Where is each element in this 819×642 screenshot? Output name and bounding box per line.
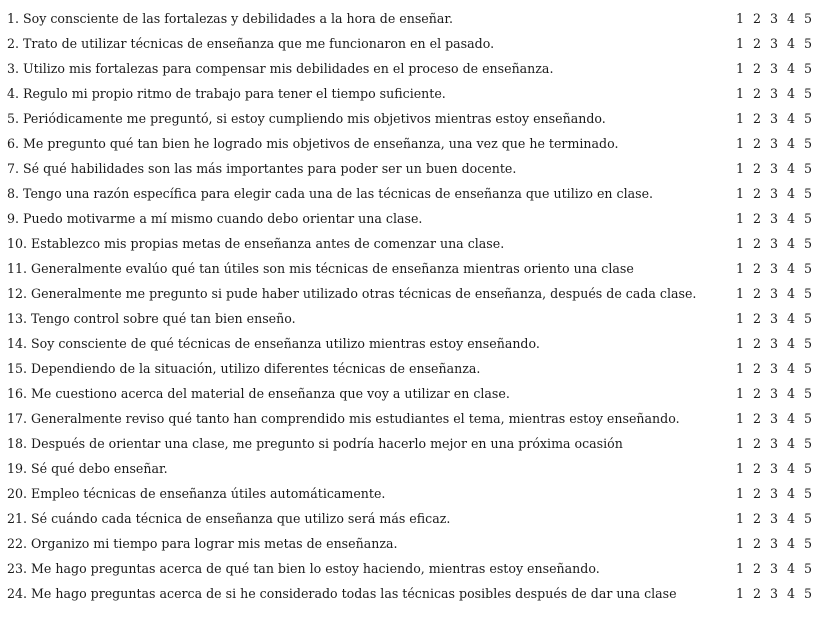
rating-scale: [734, 286, 814, 301]
questionnaire-item-row: [7, 56, 815, 81]
rating-option-2[interactable]: 2: [752, 211, 761, 226]
questionnaire-item-row: [7, 381, 815, 406]
rating-option-3[interactable]: 3: [769, 386, 778, 401]
item-statement: 3. Utilizo mis fortalezas para compensar mis debilidades en el proceso de enseñanza.: [7, 61, 554, 76]
rating-option-2[interactable]: 2: [752, 61, 761, 76]
rating-option-2[interactable]: 2: [752, 186, 761, 201]
rating-option-1[interactable]: 1: [735, 436, 744, 451]
rating-scale: [734, 36, 814, 51]
rating-scale: [734, 411, 814, 426]
rating-option-2[interactable]: 2: [752, 36, 761, 51]
questionnaire-item-row: [7, 406, 815, 431]
rating-option-3[interactable]: 3: [769, 186, 778, 201]
rating-option-4[interactable]: 4: [786, 511, 795, 526]
rating-option-3[interactable]: 3: [769, 536, 778, 551]
rating-option-4[interactable]: 4: [786, 411, 795, 426]
rating-option-4[interactable]: 4: [786, 336, 795, 351]
rating-option-3[interactable]: 3: [769, 286, 778, 301]
item-statement: 12. Generalmente me pregunto si pude haber utilizado otras técnicas de enseñanza, después de cada clase.: [7, 286, 697, 301]
questionnaire-item-row: [7, 81, 815, 106]
rating-option-2[interactable]: 2: [752, 436, 761, 451]
rating-option-3[interactable]: 3: [769, 586, 778, 601]
rating-option-5[interactable]: 5: [803, 511, 812, 526]
rating-option-1[interactable]: 1: [735, 236, 744, 251]
rating-scale: [734, 211, 814, 226]
rating-option-5[interactable]: 5: [803, 411, 812, 426]
rating-option-1[interactable]: 1: [735, 86, 744, 101]
rating-option-5[interactable]: 5: [803, 536, 812, 551]
rating-option-2[interactable]: 2: [752, 336, 761, 351]
rating-option-1[interactable]: 1: [735, 11, 744, 26]
questionnaire-item-row: [7, 456, 815, 481]
rating-option-5[interactable]: 5: [803, 586, 812, 601]
item-statement: 2. Trato de utilizar técnicas de enseñanza que me funcionaron en el pasado.: [7, 36, 495, 51]
rating-option-5[interactable]: 5: [803, 211, 812, 226]
rating-option-3[interactable]: 3: [769, 161, 778, 176]
item-statement: 10. Establezco mis propias metas de enseñanza antes de comenzar una clase.: [7, 236, 505, 251]
item-statement: 9. Puedo motivarme a mí mismo cuando debo orientar una clase.: [7, 211, 423, 226]
questionnaire-item-row: [7, 431, 815, 456]
item-statement: 11. Generalmente evalúo qué tan útiles son mis técnicas de enseñanza mientras oriento una clase: [7, 261, 634, 276]
rating-option-3[interactable]: 3: [769, 561, 778, 576]
rating-scale: [734, 486, 814, 501]
questionnaire-item-row: [7, 206, 815, 231]
rating-option-2[interactable]: 2: [752, 86, 761, 101]
rating-option-3[interactable]: 3: [769, 486, 778, 501]
rating-option-1[interactable]: 1: [735, 486, 744, 501]
questionnaire-item-row: [7, 581, 815, 606]
rating-scale: [734, 236, 814, 251]
rating-option-2[interactable]: 2: [752, 136, 761, 151]
item-statement: 23. Me hago preguntas acerca de qué tan bien lo estoy haciendo, mientras estoy enseñando.: [7, 561, 600, 576]
item-statement: 13. Tengo control sobre qué tan bien enseño.: [7, 311, 296, 326]
item-statement: 19. Sé qué debo enseñar.: [7, 461, 168, 476]
rating-option-1[interactable]: 1: [735, 586, 744, 601]
rating-option-1[interactable]: 1: [735, 411, 744, 426]
item-statement: 18. Después de orientar una clase, me pregunto si podría hacerlo mejor en una próxima ocasión: [7, 436, 623, 451]
rating-option-4[interactable]: 4: [786, 386, 795, 401]
rating-option-1[interactable]: 1: [735, 136, 744, 151]
questionnaire-item-row: [7, 356, 815, 381]
rating-option-1[interactable]: 1: [735, 386, 744, 401]
rating-scale: [734, 261, 814, 276]
rating-option-4[interactable]: 4: [786, 586, 795, 601]
rating-scale: [734, 61, 814, 76]
rating-option-5[interactable]: 5: [803, 336, 812, 351]
rating-option-4[interactable]: 4: [786, 486, 795, 501]
questionnaire-item-row: [7, 506, 815, 531]
rating-scale: [734, 361, 814, 376]
rating-option-3[interactable]: 3: [769, 511, 778, 526]
rating-option-2[interactable]: 2: [752, 561, 761, 576]
rating-option-3[interactable]: 3: [769, 236, 778, 251]
rating-option-4[interactable]: 4: [786, 361, 795, 376]
rating-scale: [734, 461, 814, 476]
rating-option-5[interactable]: 5: [803, 361, 812, 376]
questionnaire-item-row: [7, 181, 815, 206]
rating-scale: [734, 186, 814, 201]
item-statement: 5. Periódicamente me preguntó, si estoy cumpliendo mis objetivos mientras estoy enseñando.: [7, 111, 606, 126]
rating-option-5[interactable]: 5: [803, 561, 812, 576]
questionnaire-item-row: [7, 256, 815, 281]
item-statement: 20. Empleo técnicas de enseñanza útiles automáticamente.: [7, 486, 386, 501]
rating-option-4[interactable]: 4: [786, 261, 795, 276]
rating-option-1[interactable]: 1: [735, 511, 744, 526]
item-statement: 16. Me cuestiono acerca del material de enseñanza que voy a utilizar en clase.: [7, 386, 510, 401]
rating-scale: [734, 136, 814, 151]
rating-option-3[interactable]: 3: [769, 136, 778, 151]
questionnaire-item-row: [7, 306, 815, 331]
rating-option-1[interactable]: 1: [735, 36, 744, 51]
rating-option-5[interactable]: 5: [803, 311, 812, 326]
rating-scale: [734, 436, 814, 451]
rating-option-5[interactable]: 5: [803, 386, 812, 401]
rating-option-5[interactable]: 5: [803, 461, 812, 476]
questionnaire-item-row: [7, 481, 815, 506]
rating-option-4[interactable]: 4: [786, 561, 795, 576]
questionnaire-item-row: [7, 106, 815, 131]
rating-option-1[interactable]: 1: [735, 361, 744, 376]
rating-option-5[interactable]: 5: [803, 286, 812, 301]
rating-option-2[interactable]: 2: [752, 386, 761, 401]
rating-option-3[interactable]: 3: [769, 11, 778, 26]
rating-option-2[interactable]: 2: [752, 161, 761, 176]
rating-option-2[interactable]: 2: [752, 236, 761, 251]
rating-option-1[interactable]: 1: [735, 61, 744, 76]
item-statement: 17. Generalmente reviso qué tanto han comprendido mis estudiantes el tema, mientras estoy enseñando.: [7, 411, 680, 426]
questionnaire-item-row: [7, 31, 815, 56]
rating-option-3[interactable]: 3: [769, 261, 778, 276]
rating-option-3[interactable]: 3: [769, 461, 778, 476]
item-statement: 1. Soy consciente de las fortalezas y debilidades a la hora de enseñar.: [7, 11, 454, 26]
rating-scale: [734, 111, 814, 126]
rating-option-2[interactable]: 2: [752, 261, 761, 276]
rating-scale: [734, 311, 814, 326]
item-statement: 15. Dependiendo de la situación, utilizo diferentes técnicas de enseñanza.: [7, 361, 481, 376]
rating-option-4[interactable]: 4: [786, 86, 795, 101]
rating-option-1[interactable]: 1: [735, 311, 744, 326]
questionnaire-item-row: [7, 6, 815, 31]
rating-option-1[interactable]: 1: [735, 536, 744, 551]
rating-option-2[interactable]: 2: [752, 536, 761, 551]
questionnaire-list: [7, 6, 815, 606]
rating-scale: [734, 11, 814, 26]
rating-option-2[interactable]: 2: [752, 461, 761, 476]
rating-option-5[interactable]: 5: [803, 136, 812, 151]
rating-option-2[interactable]: 2: [752, 486, 761, 501]
rating-option-3[interactable]: 3: [769, 36, 778, 51]
rating-option-3[interactable]: 3: [769, 111, 778, 126]
rating-option-2[interactable]: 2: [752, 361, 761, 376]
item-statement: 4. Regulo mi propio ritmo de trabajo para tener el tiempo suficiente.: [7, 86, 446, 101]
rating-option-5[interactable]: 5: [803, 486, 812, 501]
rating-option-1[interactable]: 1: [735, 211, 744, 226]
item-statement: 21. Sé cuándo cada técnica de enseñanza que utilizo será más eficaz.: [7, 511, 451, 526]
questionnaire-item-row: [7, 156, 815, 181]
rating-scale: [734, 586, 814, 601]
rating-option-5[interactable]: 5: [803, 261, 812, 276]
rating-option-4[interactable]: 4: [786, 11, 795, 26]
rating-option-5[interactable]: 5: [803, 161, 812, 176]
rating-option-4[interactable]: 4: [786, 136, 795, 151]
rating-option-1[interactable]: 1: [735, 461, 744, 476]
questionnaire-item-row: [7, 556, 815, 581]
rating-scale: [734, 336, 814, 351]
rating-option-1[interactable]: 1: [735, 286, 744, 301]
rating-option-2[interactable]: 2: [752, 511, 761, 526]
rating-option-2[interactable]: 2: [752, 111, 761, 126]
rating-option-4[interactable]: 4: [786, 236, 795, 251]
rating-option-4[interactable]: 4: [786, 461, 795, 476]
rating-option-1[interactable]: 1: [735, 261, 744, 276]
rating-option-2[interactable]: 2: [752, 286, 761, 301]
questionnaire-item-row: [7, 131, 815, 156]
rating-option-5[interactable]: 5: [803, 236, 812, 251]
rating-option-3[interactable]: 3: [769, 436, 778, 451]
rating-scale: [734, 511, 814, 526]
rating-option-5[interactable]: 5: [803, 36, 812, 51]
rating-scale: [734, 536, 814, 551]
rating-option-5[interactable]: 5: [803, 61, 812, 76]
item-statement: 6. Me pregunto qué tan bien he logrado mis objetivos de enseñanza, una vez que he terminado.: [7, 136, 619, 151]
item-statement: 7. Sé qué habilidades son las más importantes para poder ser un buen docente.: [7, 161, 517, 176]
rating-scale: [734, 86, 814, 101]
rating-option-4[interactable]: 4: [786, 311, 795, 326]
rating-option-3[interactable]: 3: [769, 361, 778, 376]
rating-option-1[interactable]: 1: [735, 561, 744, 576]
rating-option-3[interactable]: 3: [769, 61, 778, 76]
rating-option-3[interactable]: 3: [769, 311, 778, 326]
rating-option-4[interactable]: 4: [786, 36, 795, 51]
item-statement: 14. Soy consciente de qué técnicas de enseñanza utilizo mientras estoy enseñando.: [7, 336, 540, 351]
rating-option-1[interactable]: 1: [735, 336, 744, 351]
questionnaire-item-row: [7, 281, 815, 306]
rating-option-5[interactable]: 5: [803, 436, 812, 451]
rating-scale: [734, 386, 814, 401]
rating-option-3[interactable]: 3: [769, 211, 778, 226]
rating-option-4[interactable]: 4: [786, 211, 795, 226]
item-statement: 22. Organizo mi tiempo para lograr mis metas de enseñanza.: [7, 536, 398, 551]
rating-option-2[interactable]: 2: [752, 311, 761, 326]
rating-option-5[interactable]: 5: [803, 86, 812, 101]
rating-option-4[interactable]: 4: [786, 186, 795, 201]
rating-option-5[interactable]: 5: [803, 111, 812, 126]
rating-option-1[interactable]: 1: [735, 111, 744, 126]
rating-option-3[interactable]: 3: [769, 336, 778, 351]
rating-option-4[interactable]: 4: [786, 286, 795, 301]
rating-option-4[interactable]: 4: [786, 161, 795, 176]
rating-scale: [734, 561, 814, 576]
rating-option-2[interactable]: 2: [752, 586, 761, 601]
rating-option-1[interactable]: 1: [735, 161, 744, 176]
rating-option-1[interactable]: 1: [735, 186, 744, 201]
questionnaire-item-row: [7, 231, 815, 256]
rating-scale: [734, 161, 814, 176]
rating-option-3[interactable]: 3: [769, 86, 778, 101]
questionnaire-item-row: [7, 331, 815, 356]
rating-option-5[interactable]: 5: [803, 186, 812, 201]
rating-option-4[interactable]: 4: [786, 111, 795, 126]
rating-option-4[interactable]: 4: [786, 536, 795, 551]
rating-option-4[interactable]: 4: [786, 436, 795, 451]
item-statement: 8. Tengo una razón específica para elegir cada una de las técnicas de enseñanza que utilizo en clase.: [7, 186, 654, 201]
rating-option-2[interactable]: 2: [752, 11, 761, 26]
rating-option-2[interactable]: 2: [752, 411, 761, 426]
rating-option-4[interactable]: 4: [786, 61, 795, 76]
item-statement: 24. Me hago preguntas acerca de si he considerado todas las técnicas posibles después de dar una clase: [7, 586, 677, 601]
rating-option-3[interactable]: 3: [769, 411, 778, 426]
rating-option-5[interactable]: 5: [803, 11, 812, 26]
questionnaire-item-row: [7, 531, 815, 556]
